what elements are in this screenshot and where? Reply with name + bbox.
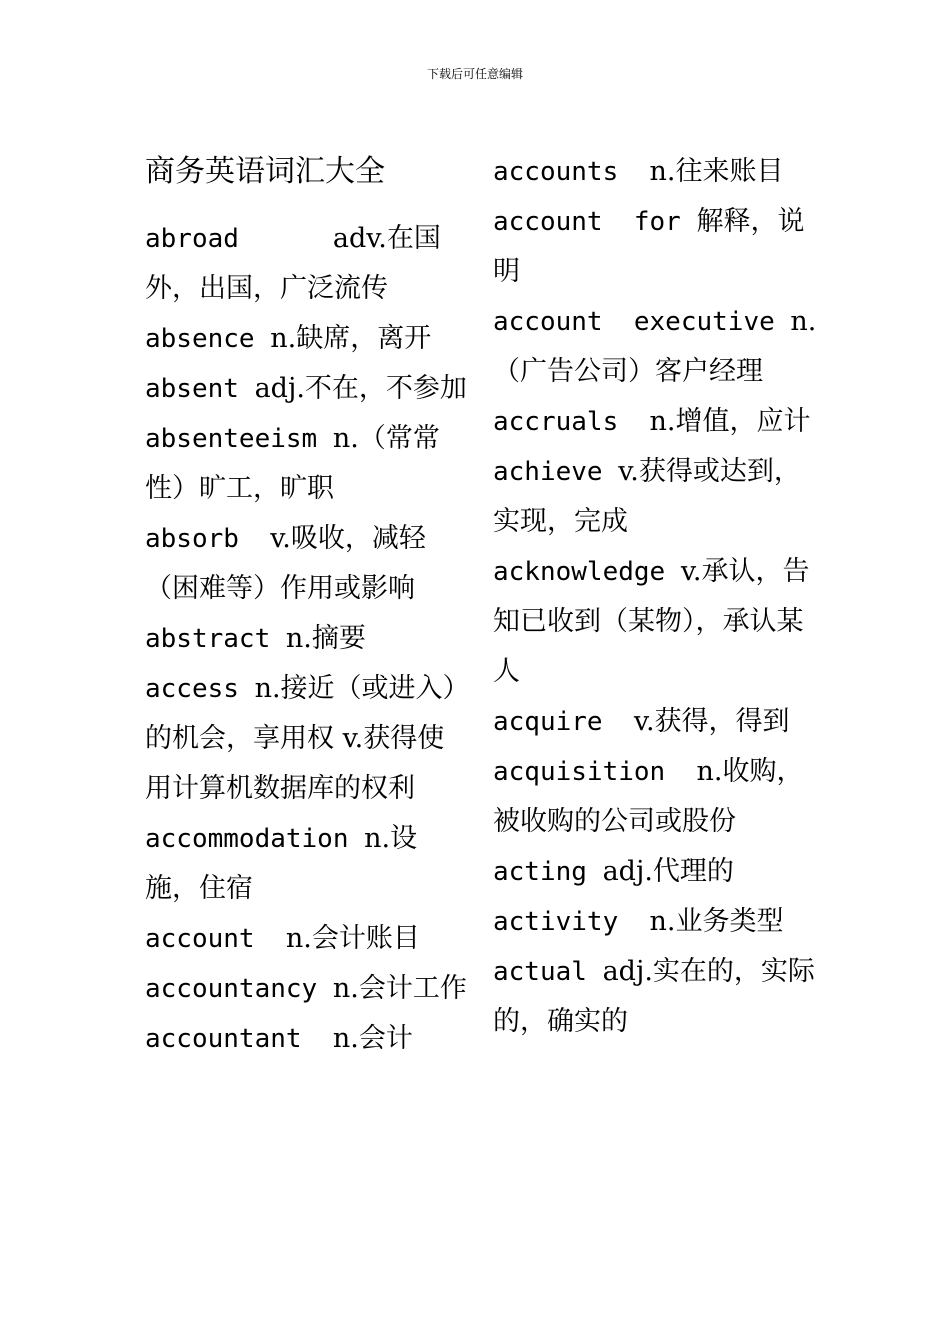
vocab-definition: n.设施，住宿 xyxy=(145,823,418,904)
right-column xyxy=(493,147,823,1047)
vocab-definition: v.获得或达到，实现，完成 xyxy=(493,456,801,537)
vocab-term: activity xyxy=(493,907,650,937)
vocab-term: acquisition xyxy=(493,757,697,787)
vocab-term: abroad xyxy=(145,224,333,254)
vocab-term: absorb xyxy=(145,524,271,554)
header-text: 下载后可任意编辑 xyxy=(426,67,523,81)
vocab-term: acquire xyxy=(493,707,634,737)
vocab-entry xyxy=(145,414,470,514)
vocab-definition: v.获得，得到 xyxy=(633,706,790,737)
vocab-entry xyxy=(145,364,470,414)
vocab-entry xyxy=(493,297,823,397)
vocab-entry xyxy=(493,397,823,447)
vocab-entry xyxy=(145,614,470,664)
vocab-definition: n.接近（或进入）的机会，享用权 v.获得使用计算机数据库的权利 xyxy=(145,673,470,804)
vocab-definition: n.会计账目 xyxy=(285,923,420,954)
vocab-definition: adj.代理的 xyxy=(602,856,734,887)
vocab-definition: v.吸收，减轻（困难等）作用或影响 xyxy=(145,523,426,604)
left-column xyxy=(145,150,470,1064)
vocab-entry xyxy=(493,747,823,847)
vocab-entry xyxy=(493,547,823,697)
vocab-definition: n.增值，应计 xyxy=(649,406,811,437)
vocab-definition: adv.在国外，出国，广泛流传 xyxy=(145,223,441,304)
vocab-entry xyxy=(493,147,823,197)
vocab-term: accruals xyxy=(493,407,650,437)
vocab-entry xyxy=(145,1014,470,1064)
vocab-entry xyxy=(493,197,823,297)
vocab-term: accounts xyxy=(493,157,650,187)
vocab-definition: 解释，说明 xyxy=(493,206,805,287)
vocab-entry xyxy=(145,514,470,614)
document-title: 商务英语词汇大全 xyxy=(145,154,385,189)
vocab-definition: n.业务类型 xyxy=(649,906,784,937)
vocab-entry xyxy=(493,897,823,947)
vocab-definition: adj.实在的，实际的，确实的 xyxy=(493,956,815,1037)
vocab-entry xyxy=(145,914,470,964)
vocab-definition: n.往来账目 xyxy=(649,156,784,187)
vocab-definition: n.摘要 xyxy=(285,623,366,654)
vocab-definition: adj.不在，不参加 xyxy=(254,373,467,404)
vocab-definition: n.（广告公司）客户经理 xyxy=(493,306,817,387)
vocab-term: absent xyxy=(145,374,255,404)
vocab-term: absenteeism xyxy=(145,424,333,454)
vocab-entry xyxy=(145,214,470,314)
vocab-term: accountancy xyxy=(145,974,333,1004)
vocab-entry xyxy=(145,314,470,364)
page-header xyxy=(0,66,950,82)
vocab-term: achieve xyxy=(493,457,619,487)
vocab-entry xyxy=(493,447,823,547)
vocab-term: acting xyxy=(493,857,603,887)
vocab-term: absence xyxy=(145,324,271,354)
vocab-term: account executive xyxy=(493,307,791,337)
vocab-term: acknowledge xyxy=(493,557,681,587)
vocab-definition: n.会计 xyxy=(332,1023,413,1054)
vocab-term: account xyxy=(145,924,286,954)
vocab-definition: n.缺席，离开 xyxy=(270,323,432,354)
vocab-term: accommodation xyxy=(145,824,365,854)
left-entry-list xyxy=(145,214,470,1064)
vocab-definition: n.（常常性）旷工，旷职 xyxy=(145,423,440,504)
vocab-entry xyxy=(493,697,823,747)
vocab-term: accountant xyxy=(145,1024,333,1054)
vocab-term: account for xyxy=(493,207,697,237)
vocab-term: access xyxy=(145,674,255,704)
vocab-entry xyxy=(145,664,470,814)
vocab-definition: n.收购，被收购的公司或股份 xyxy=(493,756,804,837)
vocab-entry xyxy=(145,964,470,1014)
vocab-term: actual xyxy=(493,957,603,987)
right-entry-list xyxy=(493,147,823,1047)
vocab-entry xyxy=(493,947,823,1047)
vocab-term: abstract xyxy=(145,624,286,654)
vocab-definition: v.承认，告知已收到（某物），承认某人 xyxy=(493,556,810,687)
vocab-entry xyxy=(145,814,470,914)
vocab-entry xyxy=(493,847,823,897)
vocab-definition: n.会计工作 xyxy=(332,973,467,1004)
